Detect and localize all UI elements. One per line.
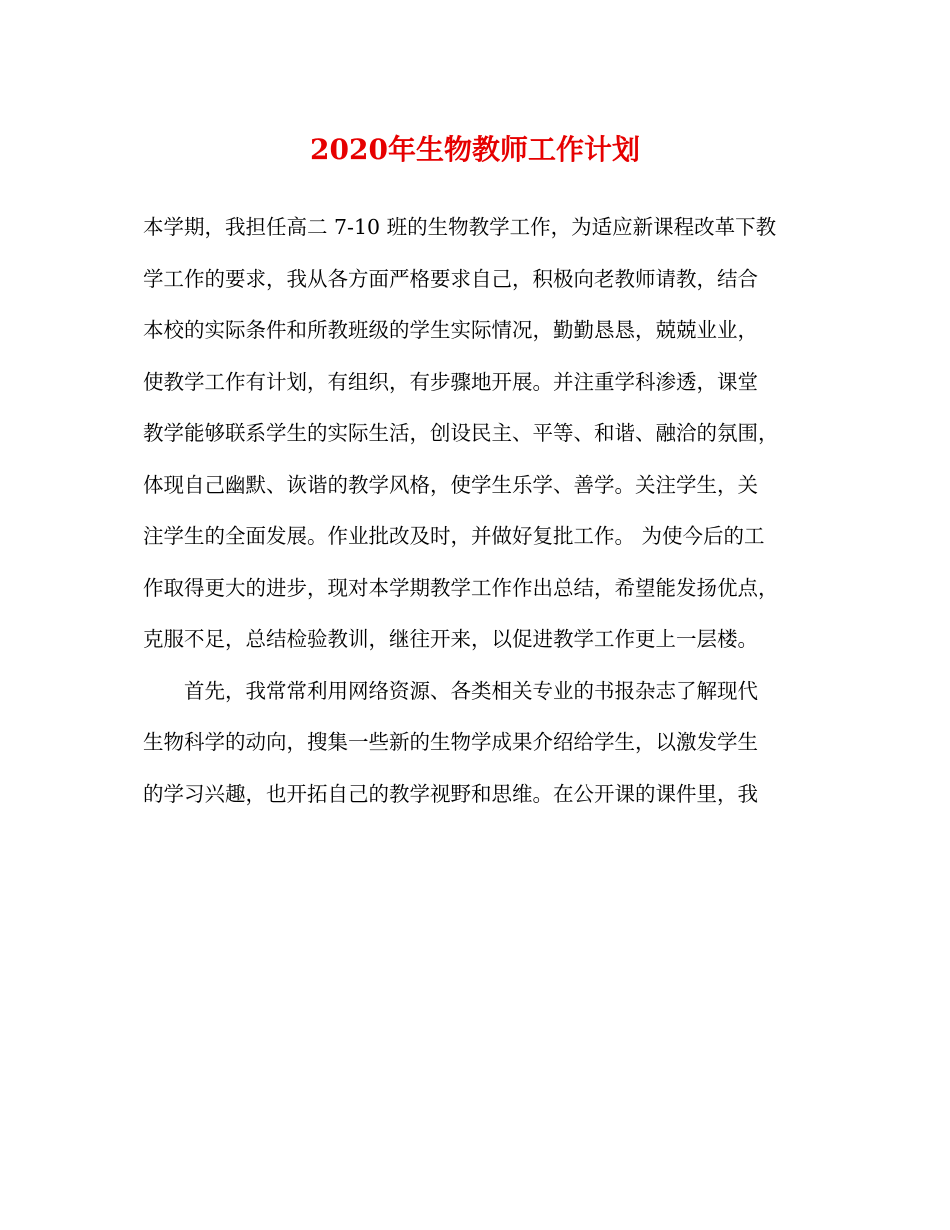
text-line: 本校的实际条件和所教班级的学生实际情况，勤勤恳恳，兢兢业业，	[143, 318, 758, 342]
document-body	[143, 207, 808, 825]
text-line: 本学期，我担任高二 7-10 班的生物教学工作，为适应新课程改革下教	[143, 215, 777, 239]
text-line: 体现自己幽默、诙谐的教学风格，使学生乐学、善学。关注学生，关	[143, 472, 758, 497]
text-line: 首先，我常常利用网络资源、各类相关专业的书报杂志了解现代	[143, 678, 758, 703]
text-line: 生物科学的动向，搜集一些新的生物学成果介绍给学生，以激发学生	[143, 730, 758, 754]
text-line: 使教学工作有计划，有组织，有步骤地开展。并注重学科渗透，课堂	[143, 369, 758, 394]
text-line: 克服不足，总结检验教训，继往开来，以促进教学工作更上一层楼。	[143, 627, 758, 651]
text-line: 学工作的要求，我从各方面严格要求自己，积极向老教师请教，结合	[143, 266, 758, 291]
document-title: 2020年生物教师工作计划	[310, 133, 640, 166]
text-line: 注学生的全面发展。作业批改及时，并做好复批工作。 为使今后的工	[143, 524, 765, 548]
text-line: 的学习兴趣，也开拓自己的教学视野和思维。在公开课的课件里，我	[143, 781, 758, 806]
text-line: 作取得更大的进步，现对本学期教学工作作出总结，希望能发扬优点，	[143, 575, 779, 600]
text-line: 教学能够联系学生的实际生活，创设民主、平等、和谐、融洽的氛围，	[143, 421, 779, 445]
